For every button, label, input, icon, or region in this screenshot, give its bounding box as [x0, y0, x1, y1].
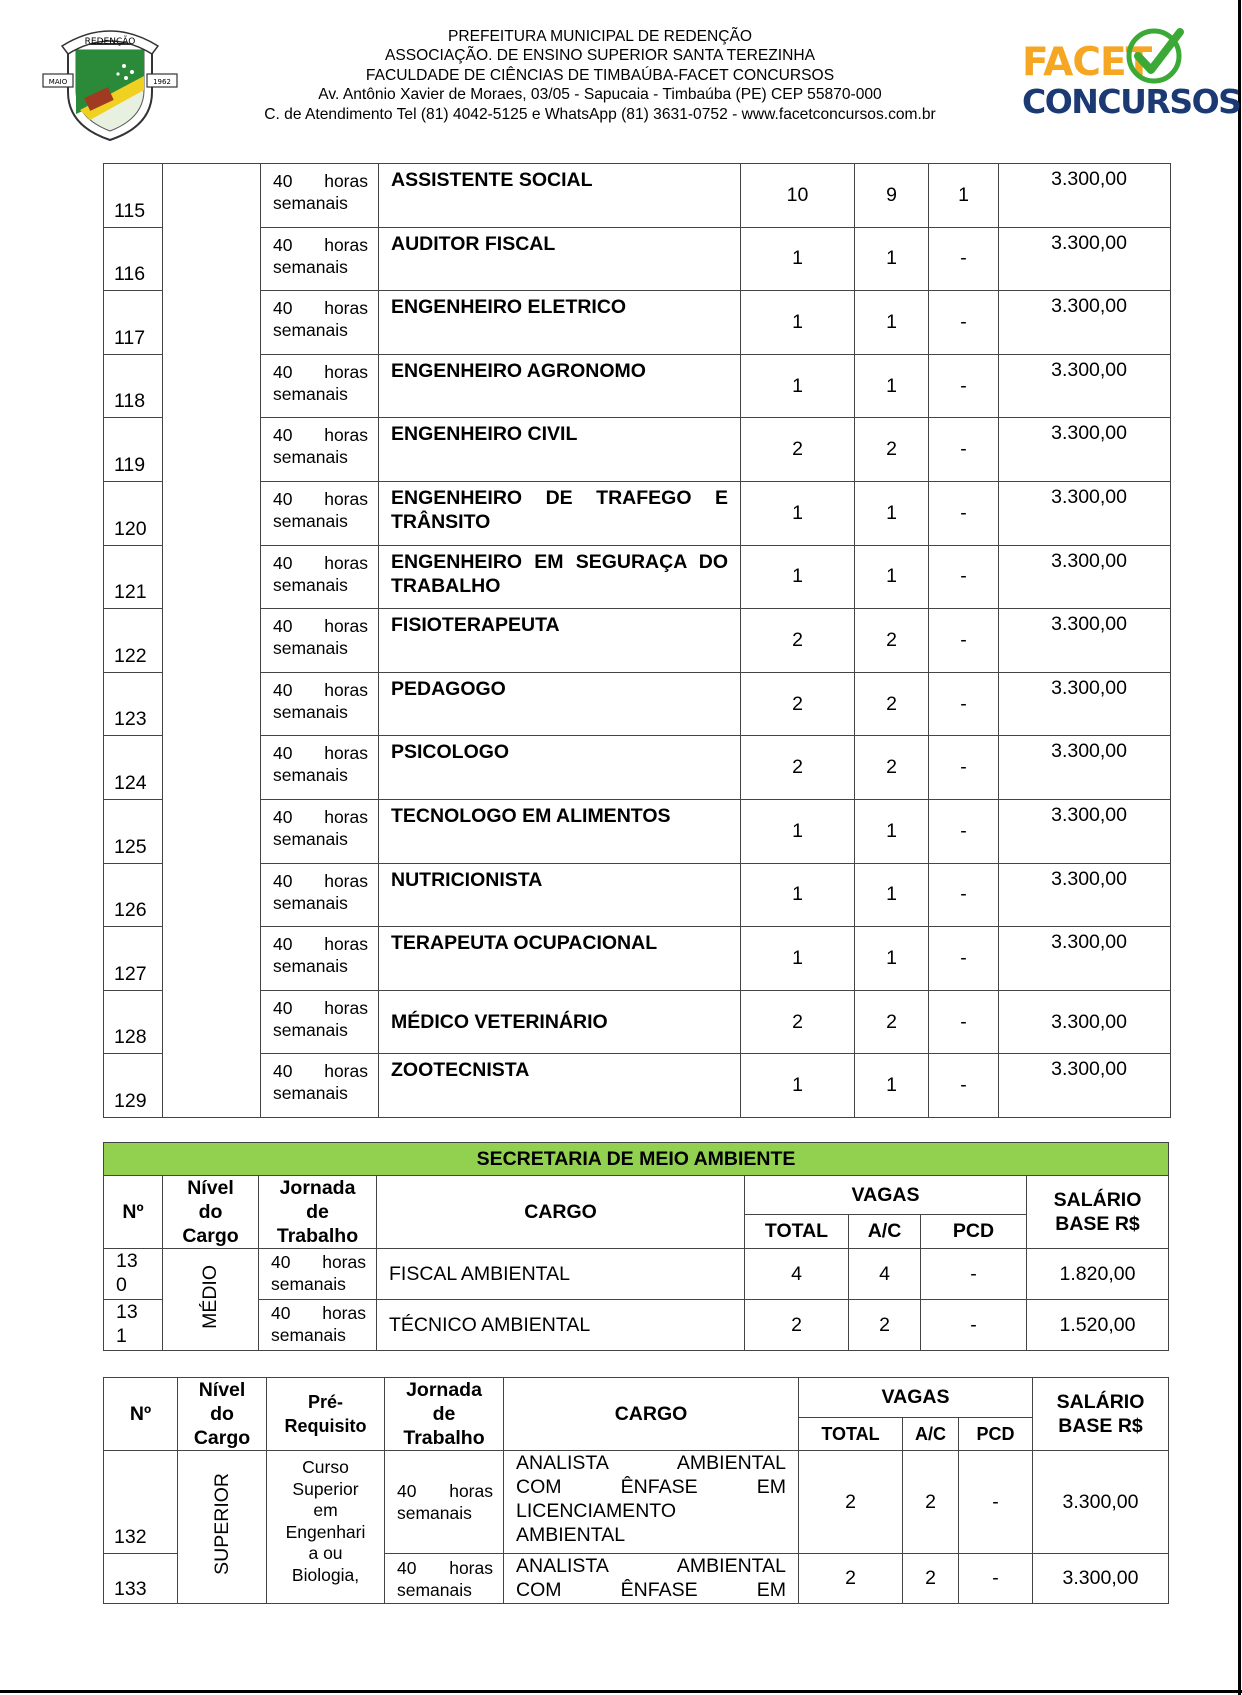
cell-pcd: - — [929, 927, 999, 991]
jornada-unit: horas — [324, 616, 368, 637]
vacancies-table-continued — [103, 163, 1171, 1118]
cell-total: 1 — [741, 227, 855, 291]
cell-numero: 133 — [104, 1554, 178, 1604]
jornada-hours: 40 — [273, 997, 293, 1018]
jornada-period: semanais — [273, 383, 348, 404]
cell-cargo: ASSISTENTE SOCIAL — [379, 164, 741, 228]
jornada-unit: horas — [324, 679, 368, 700]
header-nivel-line: Nível — [187, 1177, 234, 1199]
cell-cargo: PEDAGOGO — [379, 672, 741, 736]
jornada-period: semanais — [273, 701, 348, 722]
cell-ac: 1 — [855, 481, 929, 545]
jornada-period: semanais — [273, 828, 348, 849]
table-row — [104, 863, 1171, 927]
header-salario-line: BASE R$ — [1058, 1415, 1143, 1437]
header-nivel-line: do — [198, 1201, 223, 1223]
cell-cargo: MÉDICO VETERINÁRIO — [379, 990, 741, 1054]
cell-nivel-superior — [178, 1451, 267, 1604]
prereq-line: em — [313, 1500, 338, 1520]
cell-numero: 124 — [104, 736, 163, 800]
header-prereq-line: Pré- — [307, 1392, 343, 1412]
cell-pcd: - — [929, 227, 999, 291]
cell-pcd: - — [929, 863, 999, 927]
cell-numero: 126 — [104, 863, 163, 927]
cell-pcd: - — [929, 481, 999, 545]
jornada-hours: 40 — [273, 679, 293, 700]
cell-salario: 3.300,00 — [999, 863, 1171, 927]
jornada-period: semanais — [273, 193, 348, 213]
cell-cargo: NUTRICIONISTA — [379, 863, 741, 927]
jornada-unit: horas — [324, 743, 368, 764]
jornada-hours: 40 — [273, 488, 293, 509]
cell-pcd: - — [929, 736, 999, 800]
cell-numero: 125 — [104, 799, 163, 863]
cell-cargo: TÉCNICO AMBIENTAL — [377, 1300, 745, 1351]
cell-cargo: PSICOLOGO — [379, 736, 741, 800]
jornada-unit: horas — [324, 870, 368, 891]
cell-cargo: ENGENHEIRO CIVIL — [379, 418, 741, 482]
cell-nivel-empty — [163, 164, 261, 1118]
cell-salario: 1.820,00 — [1027, 1249, 1169, 1300]
jornada-hours: 40 — [397, 1557, 417, 1578]
nivel-vertical-text: SUPERIOR — [210, 1473, 233, 1575]
jornada-period: semanais — [273, 574, 348, 595]
cell-ac: 2 — [849, 1300, 921, 1351]
meio-ambiente-superior-table — [103, 1377, 1169, 1604]
header-prereq-line: Requisito — [284, 1416, 367, 1436]
jornada-unit: horas — [324, 806, 368, 827]
cell-numero: 122 — [104, 609, 163, 673]
cell-jornada — [261, 609, 379, 673]
jornada-period: semanais — [397, 1503, 472, 1523]
cell-jornada — [259, 1300, 377, 1351]
header-nivel-line: Cargo — [182, 1225, 239, 1247]
cell-numero: 127 — [104, 927, 163, 991]
cell-cargo — [504, 1451, 799, 1554]
cell-total: 2 — [741, 990, 855, 1054]
cargo-line: ANALISTA AMBIENTAL — [516, 1452, 786, 1474]
cell-salario: 3.300,00 — [999, 481, 1171, 545]
cargo-line: ANALISTA AMBIENTAL — [516, 1555, 786, 1577]
jornada-period: semanais — [271, 1325, 346, 1345]
jornada-hours: 40 — [273, 552, 293, 573]
cargo-line: AMBIENTAL — [516, 1524, 626, 1546]
jornada-unit: horas — [324, 488, 368, 509]
cell-jornada — [261, 990, 379, 1054]
cell-jornada — [261, 927, 379, 991]
header-total: TOTAL — [799, 1417, 903, 1450]
jornada-period: semanais — [273, 638, 348, 659]
crest-banner-text: REDENÇÃO — [84, 37, 136, 47]
header-jornada — [259, 1176, 377, 1249]
cell-ac: 1 — [855, 863, 929, 927]
cell-total: 1 — [741, 799, 855, 863]
cell-numero: 117 — [104, 291, 163, 355]
cell-salario: 3.300,00 — [1033, 1554, 1169, 1604]
cell-salario: 3.300,00 — [999, 545, 1171, 609]
table-row — [104, 545, 1171, 609]
jornada-hours: 40 — [273, 361, 293, 382]
jornada-hours: 40 — [273, 234, 293, 255]
header-salario-line: SALÁRIO — [1056, 1391, 1145, 1413]
jornada-unit: horas — [324, 361, 368, 382]
cell-numero: 128 — [104, 990, 163, 1054]
cell-jornada — [261, 227, 379, 291]
cell-jornada — [261, 291, 379, 355]
cargo-line: LICENCIAMENTO — [516, 1500, 676, 1522]
cell-numero: 116 — [104, 227, 163, 291]
cell-pcd: - — [929, 418, 999, 482]
jornada-hours: 40 — [273, 870, 293, 891]
cell-salario: 3.300,00 — [999, 609, 1171, 673]
document-header — [230, 27, 970, 124]
cell-total: 1 — [741, 1054, 855, 1118]
cell-numero: 132 — [104, 1451, 178, 1554]
prereq-line: Curso — [302, 1457, 349, 1477]
cell-salario: 3.300,00 — [999, 291, 1171, 355]
jornada-hours: 40 — [271, 1303, 291, 1323]
jornada-unit: horas — [324, 997, 368, 1018]
cell-cargo: TECNOLOGO EM ALIMENTOS — [379, 799, 741, 863]
header-salario — [1027, 1176, 1169, 1249]
cell-jornada — [261, 354, 379, 418]
jornada-unit: horas — [324, 171, 368, 191]
cell-jornada — [261, 799, 379, 863]
header-jornada-line: Jornada — [406, 1379, 482, 1401]
cell-salario: 1.520,00 — [1027, 1300, 1169, 1351]
header-line-5: C. de Atendimento Tel (81) 4042-5125 e WhatsApp (81) 3631-0752 - www.facetconcursos.com.br — [264, 105, 936, 123]
cell-jornada — [261, 418, 379, 482]
prereq-line: Biologia, — [291, 1564, 360, 1585]
cell-cargo: ENGENHEIRO AGRONOMO — [379, 354, 741, 418]
cell-total: 1 — [741, 863, 855, 927]
table-row — [104, 481, 1171, 545]
cell-salario: 3.300,00 — [999, 799, 1171, 863]
cell-total: 4 — [745, 1249, 849, 1300]
facet-concursos-logo — [1020, 26, 1241, 126]
header-vagas: VAGAS — [799, 1378, 1033, 1418]
cell-total: 1 — [741, 545, 855, 609]
header-numero: Nº — [104, 1176, 163, 1249]
numero-part: 13 — [116, 1301, 138, 1323]
cell-jornada — [261, 1054, 379, 1118]
header-nivel-line: do — [210, 1403, 234, 1425]
cell-pcd: 1 — [929, 164, 999, 228]
cell-total: 2 — [741, 609, 855, 673]
jornada-unit: horas — [449, 1481, 493, 1501]
header-vagas: VAGAS — [745, 1176, 1027, 1215]
jornada-period: semanais — [273, 256, 348, 277]
header-jornada-line: Trabalho — [276, 1225, 359, 1247]
nivel-vertical-text: MÉDIO — [199, 1264, 221, 1329]
cell-jornada — [261, 164, 379, 228]
cell-cargo: AUDITOR FISCAL — [379, 227, 741, 291]
section-title: SECRETARIA DE MEIO AMBIENTE — [104, 1143, 1169, 1176]
cell-jornada — [261, 481, 379, 545]
table-row — [104, 164, 1171, 228]
header-cargo: CARGO — [377, 1176, 745, 1249]
cell-total: 1 — [741, 927, 855, 991]
cell-pcd: - — [929, 545, 999, 609]
jornada-unit: horas — [324, 234, 368, 255]
cell-salario: 3.300,00 — [999, 164, 1171, 228]
cell-pcd: - — [929, 354, 999, 418]
page-border-right — [1238, 0, 1241, 1695]
crest-right-text: 1962 — [153, 78, 171, 86]
cell-numero: 129 — [104, 1054, 163, 1118]
jornada-hours: 40 — [273, 171, 293, 191]
jornada-unit: horas — [324, 1061, 368, 1082]
header-salario — [1033, 1378, 1169, 1451]
cell-numero: 118 — [104, 354, 163, 418]
jornada-hours: 40 — [273, 298, 293, 319]
cell-total: 2 — [741, 736, 855, 800]
cell-pcd: - — [921, 1300, 1027, 1351]
cell-ac: 1 — [855, 927, 929, 991]
logo-word-facet: FACET — [1022, 40, 1152, 85]
jornada-period: semanais — [273, 892, 348, 913]
cell-pcd: - — [929, 799, 999, 863]
cell-total: 2 — [799, 1554, 903, 1604]
cell-salario: 3.300,00 — [999, 354, 1171, 418]
cell-ac: 9 — [855, 164, 929, 228]
table-row — [104, 736, 1171, 800]
jornada-hours: 40 — [273, 616, 293, 637]
cell-numero: 121 — [104, 545, 163, 609]
cell-ac: 2 — [903, 1451, 959, 1554]
cell-salario: 3.300,00 — [999, 1054, 1171, 1118]
cell-numero: 120 — [104, 481, 163, 545]
jornada-hours: 40 — [271, 1252, 291, 1272]
cell-ac: 4 — [849, 1249, 921, 1300]
cell-numero: 123 — [104, 672, 163, 736]
prereq-line: a ou — [308, 1543, 343, 1563]
jornada-hours: 40 — [273, 806, 293, 827]
meio-ambiente-medio-table — [103, 1142, 1169, 1351]
page-border-bottom — [0, 1690, 1242, 1693]
cell-ac: 1 — [855, 545, 929, 609]
redencao-crest-logo — [40, 14, 180, 144]
header-ac: A/C — [903, 1417, 959, 1450]
cell-ac: 2 — [855, 418, 929, 482]
cell-pcd: - — [959, 1554, 1033, 1604]
logo-word-concursos: CONCURSOS — [1022, 82, 1241, 121]
header-jornada-line: de — [306, 1201, 329, 1223]
cell-pcd: - — [929, 291, 999, 355]
jornada-unit: horas — [324, 552, 368, 573]
cell-cargo: FISCAL AMBIENTAL — [377, 1249, 745, 1300]
jornada-unit: horas — [324, 298, 368, 319]
header-cargo: CARGO — [504, 1378, 799, 1451]
cell-pcd: - — [929, 990, 999, 1054]
header-line-1: PREFEITURA MUNICIPAL DE REDENÇÃO — [447, 28, 753, 45]
jornada-period: semanais — [397, 1579, 472, 1600]
cell-jornada — [261, 672, 379, 736]
cell-total: 2 — [799, 1451, 903, 1554]
numero-part: 13 — [116, 1250, 138, 1272]
jornada-period: semanais — [273, 1083, 348, 1104]
cell-jornada — [261, 545, 379, 609]
cell-salario: 3.300,00 — [999, 990, 1171, 1054]
header-pcd: PCD — [959, 1417, 1033, 1450]
header-nivel — [163, 1176, 259, 1249]
jornada-period: semanais — [271, 1274, 346, 1294]
table-row — [104, 672, 1171, 736]
cell-ac: 2 — [855, 736, 929, 800]
cell-total: 2 — [745, 1300, 849, 1351]
cell-total: 2 — [741, 418, 855, 482]
cell-pcd: - — [929, 1054, 999, 1118]
header-line-4: Av. Antônio Xavier de Moraes, 03/05 - Sapucaia - Timbaúba (PE) CEP 55870-000 — [318, 86, 882, 104]
table-row — [104, 799, 1171, 863]
cell-salario: 3.300,00 — [1033, 1451, 1169, 1554]
cell-jornada — [385, 1451, 504, 1554]
cell-numero — [104, 1249, 163, 1300]
cell-pcd: - — [929, 672, 999, 736]
header-line-2: ASSOCIAÇÃO. DE ENSINO SUPERIOR SANTA TEREZINHA — [384, 47, 816, 65]
jornada-period: semanais — [273, 1019, 348, 1040]
header-jornada — [385, 1378, 504, 1451]
jornada-unit: horas — [322, 1303, 366, 1323]
cell-pcd: - — [921, 1249, 1027, 1300]
table-row — [104, 227, 1171, 291]
header-jornada-line: de — [432, 1403, 456, 1425]
header-jornada-line: Jornada — [279, 1177, 356, 1199]
cell-numero: 115 — [104, 164, 163, 228]
numero-part: 0 — [116, 1274, 127, 1296]
cell-numero: 119 — [104, 418, 163, 482]
cargo-line: COM ÊNFASE EM — [516, 1579, 786, 1601]
header-salario-line: SALÁRIO — [1053, 1189, 1142, 1211]
cell-salario: 3.300,00 — [999, 736, 1171, 800]
cell-ac: 2 — [855, 609, 929, 673]
cell-total: 10 — [741, 164, 855, 228]
cell-cargo: ENGENHEIRO ELETRICO — [379, 291, 741, 355]
header-jornada-line: Trabalho — [403, 1427, 485, 1449]
cell-ac: 1 — [855, 227, 929, 291]
jornada-hours: 40 — [273, 425, 293, 446]
cell-pcd: - — [959, 1451, 1033, 1554]
header-total: TOTAL — [745, 1214, 849, 1248]
table-row — [104, 609, 1171, 673]
checkmark-icon — [1124, 26, 1188, 88]
header-nivel-line: Cargo — [193, 1427, 251, 1449]
header-pcd: PCD — [921, 1214, 1027, 1248]
header-nivel-line: Nível — [198, 1379, 246, 1401]
numero-part: 1 — [116, 1325, 127, 1347]
cell-total: 1 — [741, 481, 855, 545]
cell-salario: 3.300,00 — [999, 672, 1171, 736]
cell-total: 1 — [741, 354, 855, 418]
cell-salario: 3.300,00 — [999, 927, 1171, 991]
cell-ac: 1 — [855, 291, 929, 355]
header-nivel — [178, 1378, 267, 1451]
cell-ac: 2 — [903, 1554, 959, 1604]
cell-cargo: TERAPEUTA OCUPACIONAL — [379, 927, 741, 991]
jornada-hours: 40 — [397, 1481, 417, 1501]
cell-numero — [104, 1300, 163, 1351]
cell-jornada — [261, 736, 379, 800]
jornada-hours: 40 — [273, 1061, 293, 1082]
jornada-period: semanais — [273, 447, 348, 468]
cell-jornada — [385, 1554, 504, 1604]
header-prerequisito — [267, 1378, 385, 1451]
cell-ac: 2 — [855, 990, 929, 1054]
table-row — [104, 418, 1171, 482]
header-ac: A/C — [849, 1214, 921, 1248]
jornada-period: semanais — [273, 956, 348, 977]
jornada-hours: 40 — [273, 743, 293, 764]
jornada-period: semanais — [273, 510, 348, 531]
jornada-unit: horas — [324, 425, 368, 446]
cell-ac: 1 — [855, 354, 929, 418]
cell-cargo: ZOOTECNISTA — [379, 1054, 741, 1118]
table-row — [104, 354, 1171, 418]
cell-total: 1 — [741, 291, 855, 355]
jornada-period: semanais — [273, 320, 348, 341]
table-row — [104, 990, 1171, 1054]
jornada-unit: horas — [322, 1252, 366, 1272]
table-row — [104, 1054, 1171, 1118]
cell-prerequisito — [267, 1451, 385, 1604]
cell-ac: 1 — [855, 799, 929, 863]
table-row — [104, 927, 1171, 991]
cell-nivel-medio — [163, 1249, 259, 1351]
prereq-line: Engenhari — [285, 1521, 366, 1542]
prereq-line: Superior — [292, 1478, 359, 1499]
jornada-period: semanais — [273, 765, 348, 786]
cell-salario: 3.300,00 — [999, 227, 1171, 291]
header-salario-line: BASE R$ — [1055, 1213, 1140, 1235]
cell-salario: 3.300,00 — [999, 418, 1171, 482]
cell-total: 2 — [741, 672, 855, 736]
cell-cargo: FISIOTERAPEUTA — [379, 609, 741, 673]
jornada-unit: horas — [449, 1557, 493, 1578]
cell-cargo — [504, 1554, 799, 1604]
jornada-hours: 40 — [273, 934, 293, 955]
crest-left-text: MAIO — [48, 78, 68, 86]
header-numero: Nº — [104, 1378, 178, 1451]
cell-jornada — [259, 1249, 377, 1300]
cargo-line: COM ÊNFASE EM — [516, 1476, 786, 1498]
cell-jornada — [261, 863, 379, 927]
cell-cargo: ENGENHEIRO EM SEGURAÇA DO TRABALHO — [379, 545, 741, 609]
cell-cargo: ENGENHEIRO DE TRAFEGO E TRÂNSITO — [379, 481, 741, 545]
cell-ac: 1 — [855, 1054, 929, 1118]
cell-ac: 2 — [855, 672, 929, 736]
table-row — [104, 291, 1171, 355]
header-line-3: FACULDADE DE CIÊNCIAS DE TIMBAÚBA-FACET CONCURSOS — [365, 66, 835, 84]
jornada-unit: horas — [324, 934, 368, 955]
cell-pcd: - — [929, 609, 999, 673]
